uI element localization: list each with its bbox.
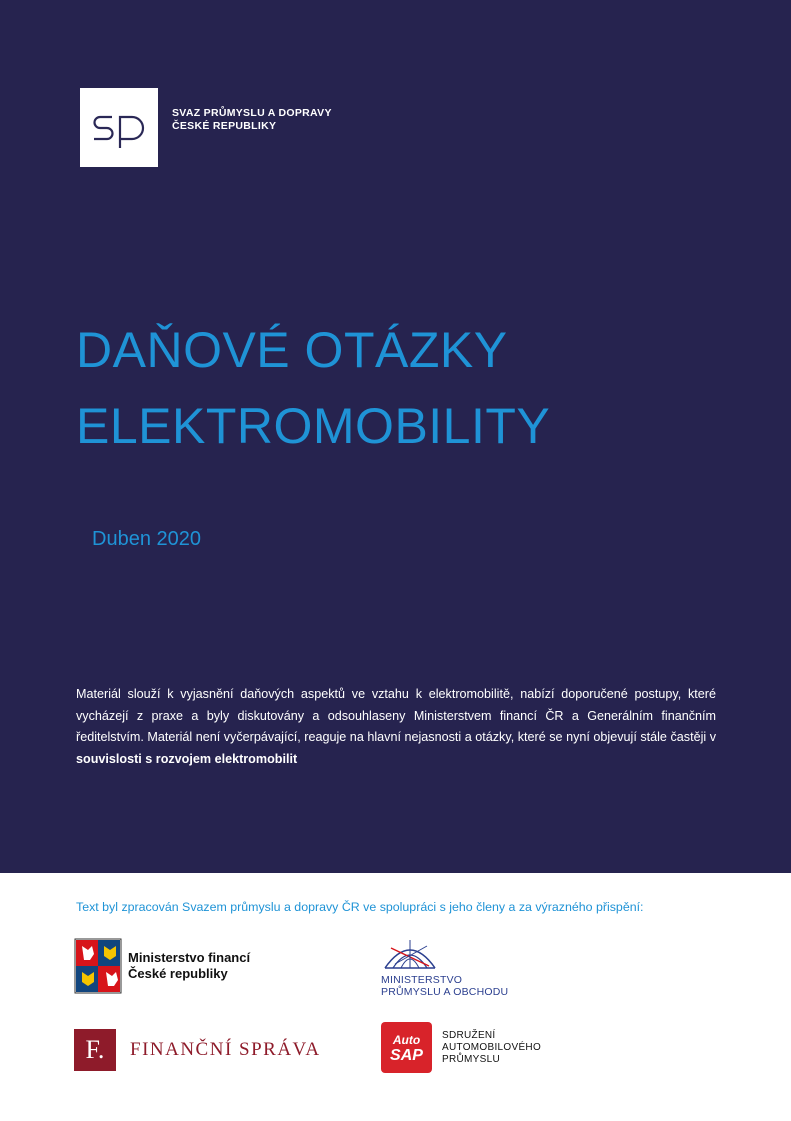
financni-sprava-logo-mark: F.	[74, 1029, 116, 1071]
intro-paragraph	[76, 684, 716, 770]
autosap-logo-line1: Auto	[392, 1032, 421, 1047]
title-line1: DAŇOVÉ OTÁZKY	[76, 322, 508, 378]
sp-logo	[80, 88, 158, 167]
ministry-industry-trade-line2: PRŮMYSLU A OBCHODU	[381, 986, 509, 998]
ministry-finance-name	[128, 950, 250, 982]
autosap-name-line3: PRŮMYSLU	[442, 1053, 500, 1065]
czech-coat-of-arms-icon	[74, 938, 122, 994]
document-title	[76, 312, 550, 464]
partner-ministry-finance	[74, 938, 250, 994]
mpo-globe-icon	[381, 938, 439, 972]
partner-ministry-industry-trade	[381, 938, 508, 998]
credit-line: Text byl zpracován Svazem průmyslu a dopravy ČR ve spolupráci s jeho členy a za výrazného přispění:	[76, 900, 644, 914]
document-date: Duben 2020	[92, 528, 201, 550]
autosap-logo	[381, 1022, 432, 1073]
sp-logo-mark-icon	[90, 108, 148, 148]
autosap-name-line1: SDRUŽENÍ	[442, 1029, 496, 1041]
autosap-logo-line2: SAP	[390, 1046, 423, 1064]
org-name	[172, 107, 332, 133]
org-name-line2: ČESKÉ REPUBLIKY	[172, 120, 277, 132]
partner-autosap	[381, 1022, 541, 1073]
ministry-finance-line2: České republiky	[128, 966, 228, 981]
intro-bold-text: souvislosti s rozvojem elektromobilit	[76, 751, 298, 766]
intro-text: Materiál slouží k vyjasnění daňových aspektů ve vztahu k elektromobilitě, nabízí doporučené postupy, které vycházejí z praxe a byly diskutovány a odsouhlaseny Ministerstvem financí ČR a Generálním finančním ředitelstvím. Materiál není vyčerpávající, reaguje na hlavní nejasnosti a otázky, které se nyní objevují stále častěji v	[76, 687, 716, 744]
ministry-finance-line1: Ministerstvo financí	[128, 950, 251, 965]
ministry-industry-trade-name	[381, 974, 508, 998]
autosap-name-line2: AUTOMOBILOVÉHO	[442, 1041, 542, 1053]
autosap-name	[442, 1030, 541, 1066]
partner-financni-sprava	[74, 1029, 321, 1071]
financni-sprava-name: FINANČNÍ SPRÁVA	[130, 1039, 321, 1060]
ministry-industry-trade-line1: MINISTERSTVO	[381, 974, 463, 986]
org-name-line1: SVAZ PRŮMYSLU A DOPRAVY	[172, 107, 332, 119]
title-line2: ELEKTROMOBILITY	[76, 398, 551, 454]
